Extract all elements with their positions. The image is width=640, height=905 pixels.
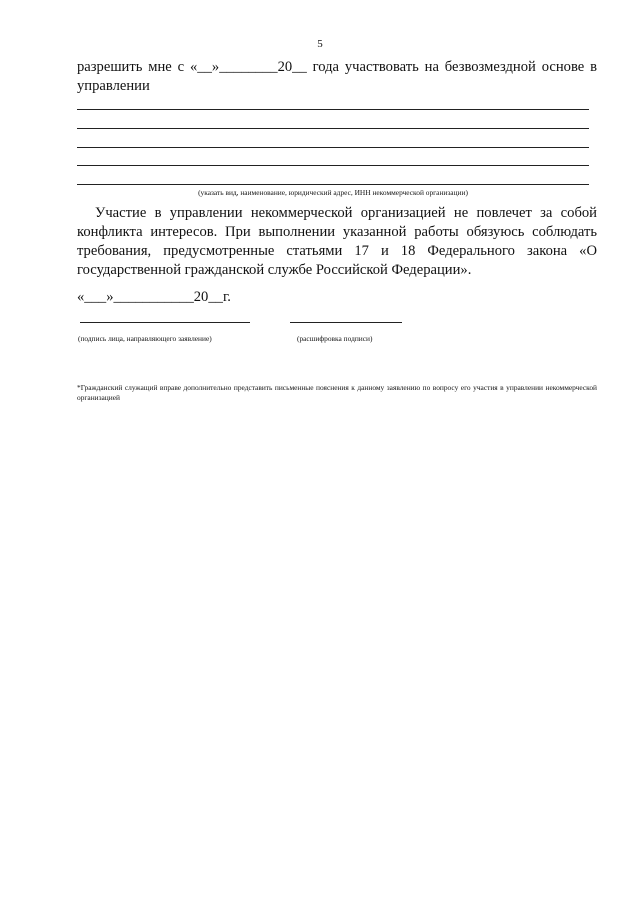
organization-blank-line-1 bbox=[77, 109, 589, 110]
organization-caption: (указать вид, наименование, юридический адрес, ИНН некоммерческой организации) bbox=[198, 188, 468, 197]
footnote: *Гражданский служащий вправе дополнительно представить письменные пояснения к данному заявлению по вопросу его участия в управлении некоммерческой организацией bbox=[77, 383, 597, 402]
transcript-line bbox=[290, 322, 402, 323]
date-line: «___»___________20__г. bbox=[77, 289, 231, 305]
conflict-of-interest-paragraph: Участие в управлении некоммерческой организацией не повлечет за собой конфликта интересов. При выполнении указанной работы обязуюсь соблюдать требования, предусмотренные статьями 17 и 18 Федерального закона «О государственной гражданской службе Российской Федерации». bbox=[77, 205, 597, 278]
signature-caption: (подпись лица, направляющего заявление) bbox=[78, 334, 212, 343]
organization-blank-line-5 bbox=[77, 184, 589, 185]
signature-line bbox=[80, 322, 250, 323]
permission-paragraph: разрешить мне с «__»________20__ года участвовать на безвозмездной основе в управлении bbox=[77, 59, 597, 94]
organization-blank-line-3 bbox=[77, 147, 589, 148]
organization-blank-line-2 bbox=[77, 128, 589, 129]
organization-blank-line-4 bbox=[77, 165, 589, 166]
page-number: 5 bbox=[317, 38, 323, 50]
transcript-caption: (расшифровка подписи) bbox=[297, 334, 373, 343]
